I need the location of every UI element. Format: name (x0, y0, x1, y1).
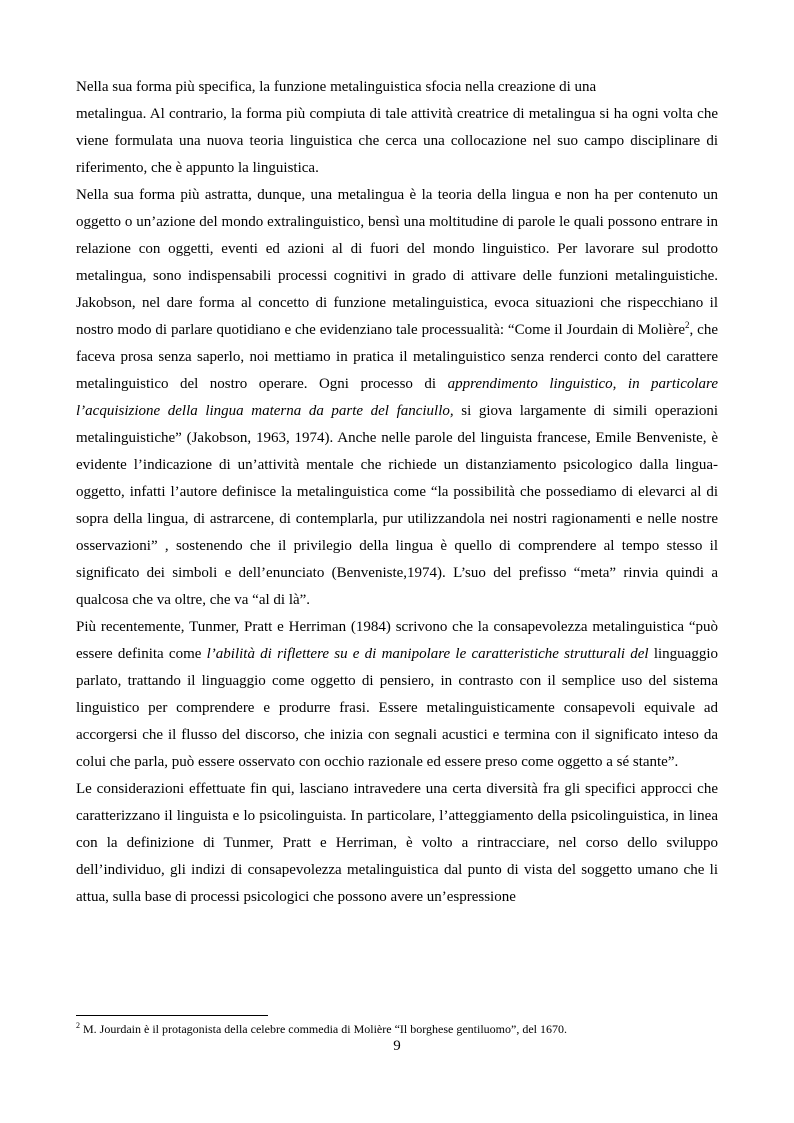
paragraph-4: Le considerazioni effettuate fin qui, lasciano intravedere una certa diversità fra gli specifici approcci che caratterizzano il linguista e lo psicolinguista. In particolare, l’atteggiamento della psicolinguistica, in linea con la definizione di Tunmer, Pratt e Herriman, è volto a rintracciare, nel corso dello sviluppo dell’individuo, gli indizi di consapevolezza metalinguistica dal punto di vista del soggetto umano che li attua, sulla base di processi psicologici che possono avere un’espressione (76, 781, 718, 905)
paragraph-1: Nella sua forma più specifica, la funzione metalinguistica sfocia nella creazione di una metalingua. Al contrario, la forma più compiuta di tale attività creatrice di metalingua si ha ogni volta che viene formulata una nuova teoria linguistica che cerca una collocazione nel suo campo disciplinare di riferimento, che è appunto la linguistica. (76, 74, 718, 182)
paragraph-1-first-line: Nella sua forma più specifica, la funzione metalinguistica sfocia nella creazione di una (76, 79, 597, 95)
footnote-marker: 2 (76, 1021, 80, 1030)
footnote-divider (76, 1015, 268, 1016)
footnote (76, 1021, 718, 1037)
page-number: 9 (393, 1038, 401, 1054)
italic-passage: apprendimento linguistico, in particolare l’acquisizione della lingua materna da parte del fanciullo, (76, 376, 718, 419)
body-text (76, 74, 718, 911)
paragraph-2: Nella sua forma più astratta, dunque, una metalingua è la teoria della lingua e non ha per contenuto un oggetto o un’azione del mondo extralinguistico, bensì una moltitudine di parole le quali possono entrare in relazione con oggetti, eventi ed azioni al di fuori del mondo linguistico. Per lavorare sul prodotto metalingua, sono indispensabili processi cognitivi in grado di attivare delle funzioni metalinguistiche. Jakobson, nel dare forma al concetto di funzione metalinguistica, evoca situazioni che rispecchiano il nostro modo di parlare quotidiano e che evidenziano tale processualità: “Come il Jourdain di Molière$^2$, che faceva prosa senza saperlo, noi mettiamo in pratica il metalinguistico senza renderci conto del carattere metalinguistico del nostro operare. Ogni processo di apprendimento linguistico, in particolare l’acquisizione della lingua materna da parte del fanciullo, si giova largamente di simili operazioni metalinguistiche” (Jakobson, 1963, 1974). Anche nelle parole del linguista francese, Emile Benveniste, è evidente l’indicazione di un’attività mentale che richiede un distanziamento psicologico dalla lingua-oggetto, infatti l’autore definisce la metalinguistica come “la possibilità che possediamo di elevarci al di sopra della lingua, di astrarcene, di contemplarla, pur utilizzandola nei nostri ragionamenti e nelle nostre osservazioni” , sostenendo che il privilegio della lingua è quello di comprendere al tempo stesso il significato dei simboli e dell’enunciato (Benveniste,1974). L’suo del prefisso “meta” rinvia quindi a qualcosa che va oltre, che va “al di là”. (76, 187, 719, 608)
footnote-reference[interactable]: 2 (685, 320, 690, 330)
paragraph-3: Più recentemente, Tunmer, Pratt e Herriman (1984) scrivono che la consapevolezza metalinguistica “può essere definita come l’abilità di riflettere su e di manipolare le caratteristiche strutturali del linguaggio parlato, trattando il linguaggio come oggetto di pensiero, in contrasto con il semplice uso del sistema linguistico per comprendere e produrre frasi. Essere metalinguisticamente consapevoli equivale ad accorgersi che il flusso del discorso, che inizia con segnali acustici e termina con il significato inteso da colui che parla, può essere osservato con occhio razionale ed essere preso come oggetto a sé stante”. (76, 619, 718, 770)
italic-passage: l’abilità di riflettere su e di manipolare le caratteristiche strutturali del (206, 646, 649, 662)
footnote-text: M. Jourdain è il protagonista della celebre commedia di Molière “Il borghese gentiluomo”, del 1670. (80, 1022, 567, 1036)
